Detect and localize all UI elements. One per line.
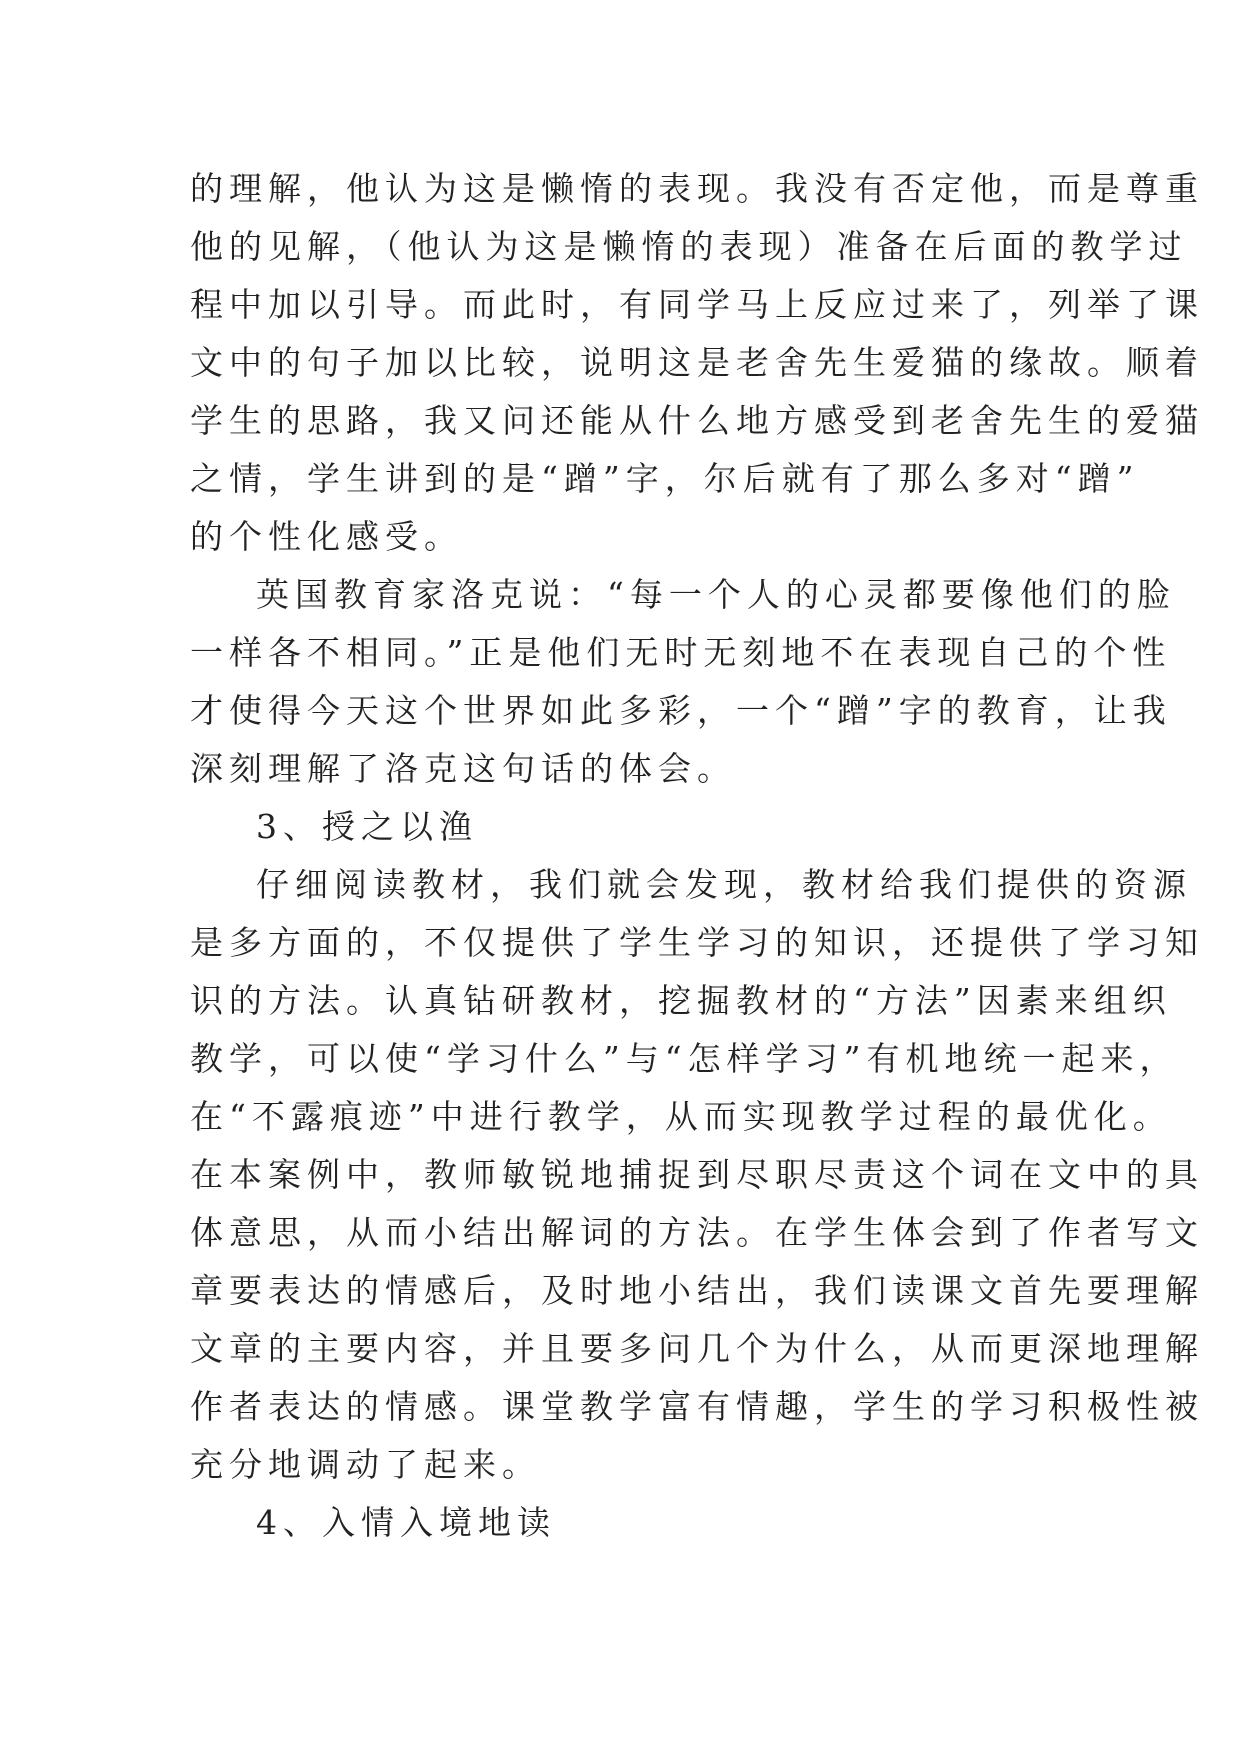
text-line: 在本案例中，教师敏锐地捕捉到尽职尽责这个词在文中的具 — [190, 1155, 1204, 1194]
text-line: 仔细阅读教材，我们就会发现，教材给我们提供的资源 — [256, 865, 1192, 904]
text-line: 是多方面的，不仅提供了学生学习的知识，还提供了学习知 — [190, 923, 1204, 962]
text-line: 程中加以引导。而此时，有同学马上反应过来了，列举了课 — [190, 285, 1204, 324]
text-line: 识的方法。认真钻研教材，挖掘教材的“方法”因素来组织 — [190, 981, 1172, 1020]
text-line: 文中的句子加以比较，说明这是老舍先生爱猫的缘故。顺着 — [190, 343, 1204, 382]
section-heading: 4、入情入境地读 — [256, 1503, 556, 1542]
text-line: 学生的思路，我又问还能从什么地方感受到老舍先生的爱猫 — [190, 401, 1204, 440]
text-line: 一样各不相同。”正是他们无时无刻地不在表现自己的个性 — [190, 633, 1172, 672]
text-line: 在“不露痕迹”中进行教学，从而实现教学过程的最优化。 — [190, 1097, 1172, 1136]
text-line: 充分地调动了起来。 — [190, 1445, 541, 1484]
text-line: 的理解，他认为这是懒惰的表现。我没有否定他，而是尊重 — [190, 169, 1204, 208]
text-line: 教学，可以使“学习什么”与“怎样学习”有机地统一起来， — [190, 1039, 1179, 1078]
text-line: 文章的主要内容，并且要多问几个为什么，从而更深地理解 — [190, 1329, 1204, 1368]
text-line: 章要表达的情感后，及时地小结出，我们读课文首先要理解 — [190, 1271, 1204, 1310]
text-line: 他的见解，（他认为这是懒惰的表现）准备在后面的教学过 — [190, 227, 1188, 266]
text-line: 体意思，从而小结出解词的方法。在学生体会到了作者写文 — [190, 1213, 1204, 1252]
text-line: 的个性化感受。 — [190, 517, 463, 556]
text-line: 作者表达的情感。课堂教学富有情趣，学生的学习积极性被 — [190, 1387, 1204, 1426]
section-heading: 3、授之以渔 — [256, 807, 478, 846]
text-line: 深刻理解了洛克这句话的体会。 — [190, 749, 736, 788]
text-line: 之情，学生讲到的是“蹭”字，尔后就有了那么多对“蹭” — [190, 459, 1140, 498]
text-line: 才使得今天这个世界如此多彩，一个“蹭”字的教育，让我 — [190, 691, 1172, 730]
text-line: 英国教育家洛克说：“每一个人的心灵都要像他们的脸 — [256, 575, 1176, 614]
